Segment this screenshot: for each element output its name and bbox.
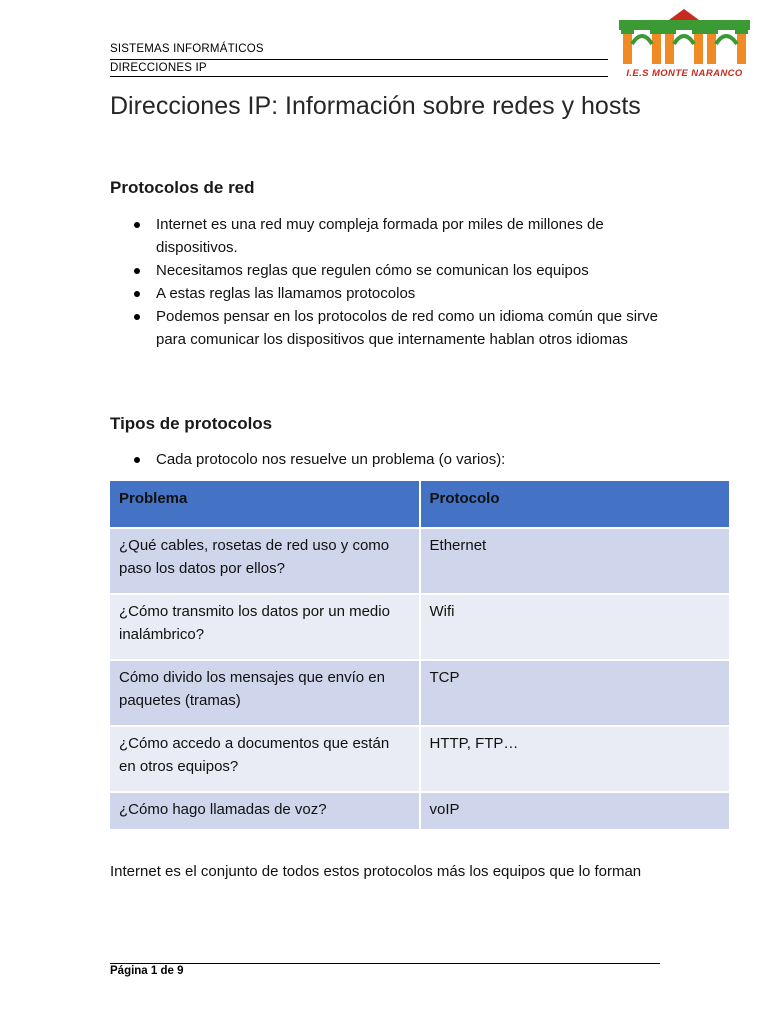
protocol-bullet-list <box>110 213 670 351</box>
table-cell-problem: ¿Qué cables, rosetas de red uso y como paso los datos por ellos? <box>110 529 421 595</box>
table-cell-protocol: Wifi <box>421 595 729 661</box>
bullet-icon <box>134 268 140 274</box>
table-cell-problem: Cómo divido los mensajes que envío en paquetes (tramas) <box>110 661 421 727</box>
section-heading-tipos: Tipos de protocolos <box>110 414 273 433</box>
table-row <box>110 793 729 831</box>
table-cell-protocol: Ethernet <box>421 529 729 595</box>
table-row <box>110 529 729 595</box>
list-item-text: Cada protocolo nos resuelve un problema (o varios): <box>156 451 506 468</box>
list-item <box>110 305 670 351</box>
closing-paragraph: Internet es el conjunto de todos estos protocolos más los equipos que lo forman <box>110 863 642 880</box>
table-cell-problem: ¿Cómo hago llamadas de voz? <box>110 793 421 831</box>
header-divider <box>110 76 608 77</box>
bullet-icon <box>134 457 140 463</box>
list-item <box>110 259 670 282</box>
table-header-cell: Protocolo <box>421 481 729 529</box>
list-item <box>110 448 670 471</box>
school-logo <box>617 8 752 84</box>
table-cell-problem: ¿Cómo transmito los datos por un medio inalámbrico? <box>110 595 421 661</box>
page-title: Direcciones IP: Información sobre redes y hosts <box>110 92 641 120</box>
table-row <box>110 727 729 793</box>
logo-caption: I.E.S MONTE NARANCO <box>626 68 743 79</box>
section-heading-protocolos: Protocolos de red <box>110 178 255 197</box>
table-header-cell: Problema <box>110 481 421 529</box>
bullet-icon <box>134 291 140 297</box>
list-item-text: Podemos pensar en los protocolos de red como un idioma común que sirve para comunicar los dispositivos que internamente hablan otros idiomas <box>156 308 658 348</box>
list-item-text: Necesitamos reglas que regulen cómo se comunican los equipos <box>156 262 589 279</box>
header-divider <box>110 59 608 60</box>
table-header-row <box>110 481 729 529</box>
bullet-icon <box>134 222 140 228</box>
header-topic: DIRECCIONES IP <box>110 62 207 74</box>
table-cell-protocol: voIP <box>421 793 729 831</box>
footer-divider <box>110 963 660 964</box>
page-number: Página 1 de 9 <box>110 965 184 977</box>
protocols-table <box>110 481 729 831</box>
page-footer <box>110 965 184 977</box>
table-row <box>110 661 729 727</box>
list-item <box>110 213 670 259</box>
table-row <box>110 595 729 661</box>
types-bullet-list <box>110 448 670 471</box>
table-cell-problem: ¿Cómo accedo a documentos que están en otros equipos? <box>110 727 421 793</box>
list-item-text: A estas reglas las llamamos protocolos <box>156 285 416 302</box>
table-cell-protocol: TCP <box>421 661 729 727</box>
list-item <box>110 282 670 305</box>
list-item-text: Internet es una red muy compleja formada por miles de millones de dispositivos. <box>156 216 604 256</box>
table-cell-protocol: HTTP, FTP… <box>421 727 729 793</box>
arches-icon <box>617 8 752 68</box>
bullet-icon <box>134 314 140 320</box>
header-subject: SISTEMAS INFORMÁTICOS <box>110 43 264 55</box>
